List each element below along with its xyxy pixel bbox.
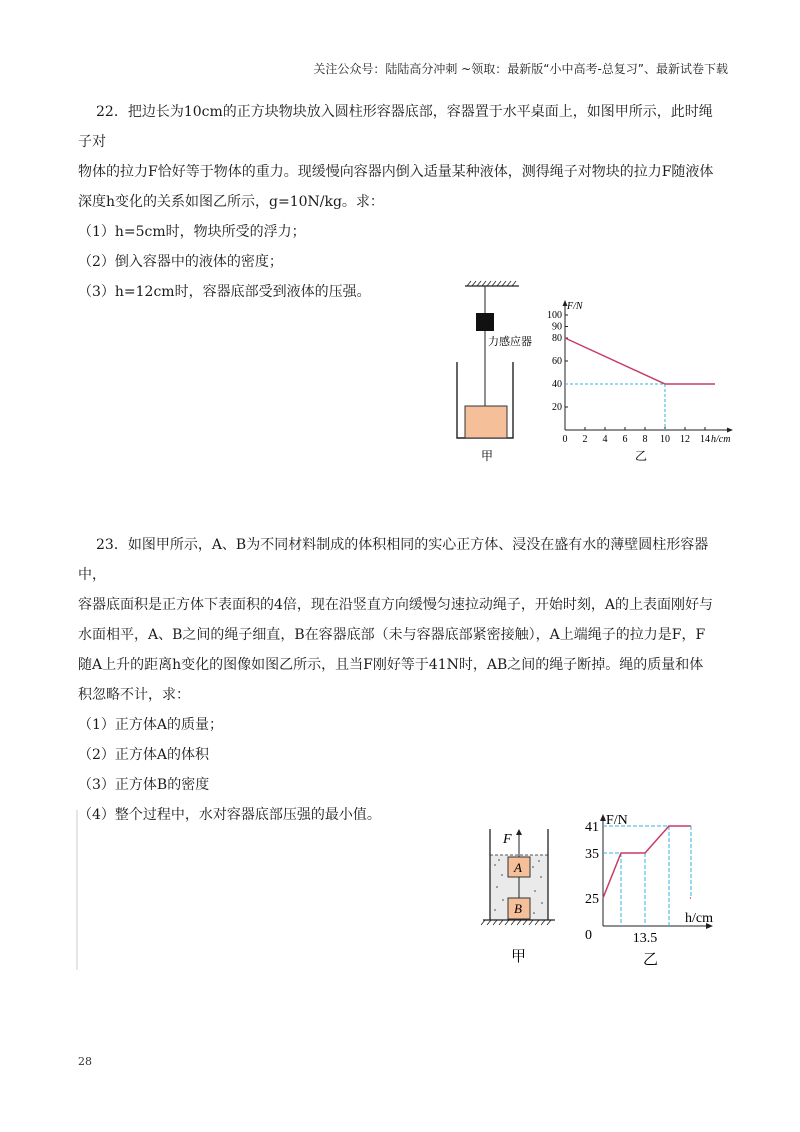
q22-sub-question: （1）h=5cm时，物块所受的浮力； [78, 224, 306, 240]
q23-line: 随A上升的距离h变化的图像如图乙所示，且当F刚好等于41N时，AB之间的绳子断掉。绳的质量和体 [78, 657, 704, 673]
q22-line: 22．把边长为10cm的正方块物块放入圆柱形容器底部，容器置于水平桌面上，如图甲所示，此时绳子对 [78, 104, 713, 150]
y-tick-label: 40 [552, 379, 562, 390]
q22-sub-question: （3）h=12cm时，容器底部受到液体的压强。 [78, 284, 371, 300]
y-tick-label: 80 [552, 333, 562, 344]
x-axis-label: h/cm [685, 911, 713, 926]
series-line [603, 826, 691, 898]
q23-sub-question: （2）正方体A的体积 [78, 747, 210, 763]
q22-line: 物体的拉力F恰好等于物体的重力。现缓慢向容器内倒入适量某种液体，测得绳子对物块的拉力F随液体 [78, 164, 714, 180]
x-tick-label: 13.5 [632, 931, 658, 946]
y-tick-label: 90 [552, 321, 562, 333]
q23-line: 23．如图甲所示，A、B为不同材料制成的体积相同的实心正方体、浸没在盛有水的薄壁圆柱形容器中， [78, 537, 709, 583]
x-tick-label: 4 [602, 434, 608, 445]
x-axis-arrow [727, 428, 733, 433]
figure-caption: 乙 [635, 449, 648, 463]
q23-line: 容器底面积是正方体下表面积的4倍，现在沿竖直方向缓慢匀速拉动绳子，开始时刻，A的上表面刚好与 [78, 597, 714, 613]
y-tick-label: 25 [585, 892, 599, 907]
y-tick-label: 100 [547, 310, 562, 321]
y-axis-label: F/N [567, 301, 583, 312]
y-tick-label: 35 [585, 847, 599, 862]
x-axis-label: h/cm [711, 434, 731, 445]
q23-line: 水面相平，A、B之间的绳子细直，B在容器底部（未与容器底部紧密接触），A上端绳子的拉力是F，F [78, 627, 706, 643]
y-tick-label: 20 [552, 402, 562, 413]
figure-caption: 甲 [481, 449, 494, 463]
sensor-label: 力感应器 [488, 336, 532, 348]
force-sensor [476, 313, 494, 331]
x-tick-label: 12 [680, 434, 690, 445]
force-label: F [503, 832, 512, 847]
question-23 [78, 530, 726, 830]
x-tick-label: 0 [562, 434, 568, 445]
x-tick-label: 8 [642, 434, 648, 445]
x-tick-label: 2 [582, 434, 588, 445]
series-line [565, 338, 715, 384]
cube-block [465, 406, 507, 438]
question-22 [78, 97, 726, 307]
q22-chart [535, 295, 735, 475]
figure-caption: 甲 [511, 949, 527, 965]
page-header: 关注公众号：陆陆高分冲刺 ~领取：最新版“小中高考-总复习”、最新试卷下载 [313, 62, 728, 76]
x-tick-label: 10 [660, 434, 670, 445]
margin-rule [76, 810, 80, 970]
x-tick-label: 14 [700, 434, 710, 445]
q23-chart [575, 808, 745, 968]
y-axis-label: F/N [606, 813, 628, 828]
q23-sub-question: （1）正方体A的质量； [78, 717, 224, 733]
origin-label: 0 [585, 928, 592, 943]
y-tick-label: 41 [585, 820, 599, 835]
q23-sub-question: （3）正方体B的密度 [78, 777, 210, 793]
page-number: 28 [78, 1055, 92, 1068]
figure-caption: 乙 [643, 952, 659, 968]
q22-sub-question: （2）倒入容器中的液体的密度； [78, 254, 283, 270]
q22-line: 深度h变化的关系如图乙所示，g=10N/kg。求： [78, 194, 384, 210]
x-tick-label: 6 [622, 434, 628, 445]
cube-b-label: B [514, 901, 522, 916]
q23-sub-question: （4）整个过程中，水对容器底部压强的最小值。 [78, 807, 381, 823]
cube-a-label: A [514, 860, 522, 875]
y-tick-label: 60 [552, 356, 562, 367]
q23-line: 积忽略不计，求： [78, 687, 190, 703]
q23-figure-apparatus [475, 825, 565, 965]
